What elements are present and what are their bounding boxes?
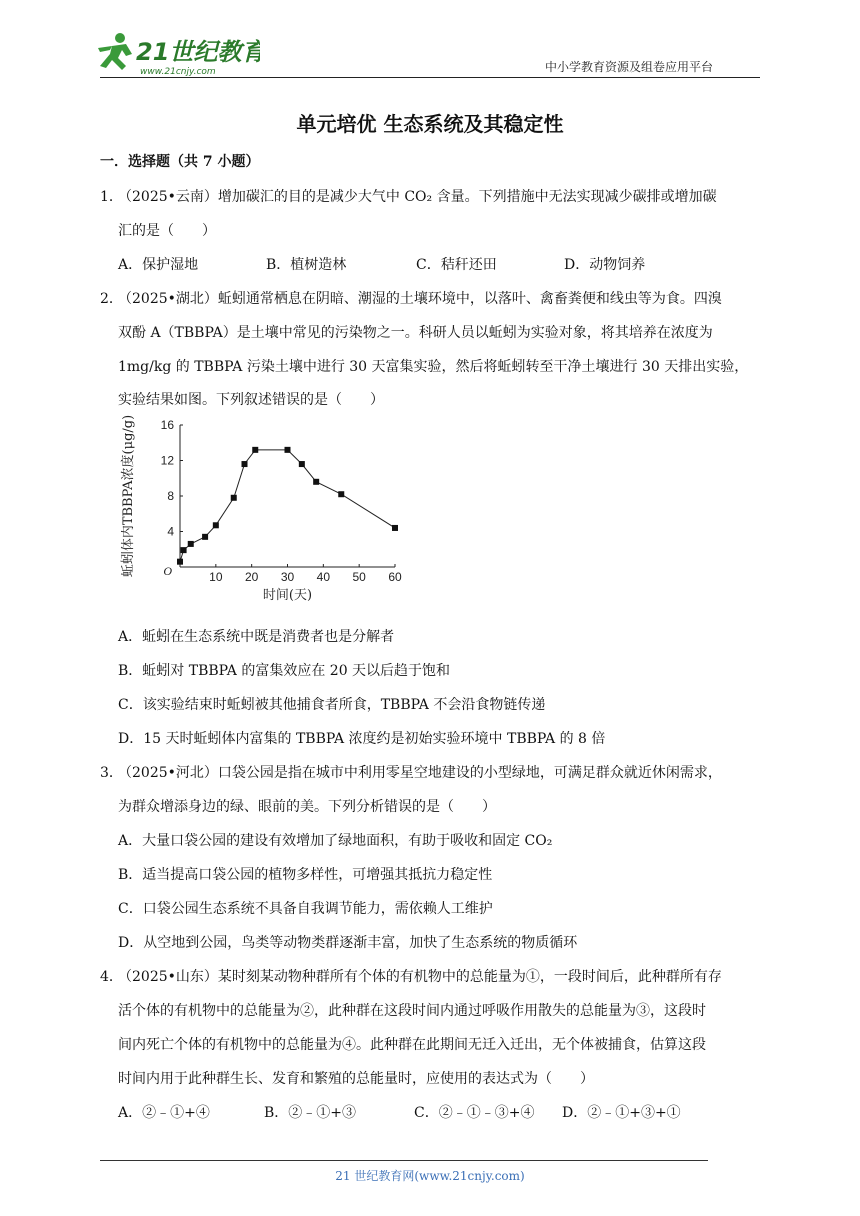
data-line <box>180 450 395 562</box>
data-point <box>313 479 319 485</box>
question-text: 1mg/kg 的 TBBPA 污染土壤中进行 30 天富集实验，然后将蚯蚓转至干净土壤进行 30 天排出实验， <box>118 359 749 375</box>
question-text: （2025•河北）口袋公园是指在城市中利用零星空地建设的小型绿地，可满足群众就近休闲需求， <box>118 765 722 781</box>
option-d[interactable]: D．动物饲养 <box>564 257 646 273</box>
question-text: （2025•云南）增加碳汇的目的是减少大气中 CO₂ 含量。下列措施中无法实现减少碳排或增加碳 <box>118 189 717 205</box>
logo-url: www.21cnjy.com <box>140 67 216 77</box>
question-text: 实验结果如图。下列叙述错误的是（ ） <box>118 392 384 408</box>
origin-label: O <box>163 564 172 578</box>
option-b[interactable]: B．蚯蚓对 TBBPA 的富集效应在 20 天以后趋于饱和 <box>118 663 451 679</box>
data-point <box>202 534 208 540</box>
tbbpa-chart <box>110 415 410 615</box>
data-point <box>338 491 344 497</box>
data-point <box>252 447 258 453</box>
option-d[interactable]: D．从空地到公园，鸟类等动物类群逐渐丰富，加快了生态系统的物质循环 <box>118 935 578 951</box>
option-b[interactable]: B．植树造林 <box>266 257 347 273</box>
question-text: 活个体的有机物中的总能量为②，此种群在这段时间内通过呼吸作用散失的总能量为③，这段时 <box>118 1003 706 1019</box>
option-c[interactable]: C．口袋公园生态系统不具备自我调节能力，需依赖人工维护 <box>118 901 493 917</box>
question-text: 为群众增添身边的绿、眼前的美。下列分析错误的是（ ） <box>118 799 496 815</box>
data-point <box>231 495 237 501</box>
question-text: 汇的是（ ） <box>118 223 216 239</box>
y-tick-label: 4 <box>167 524 174 539</box>
y-tick-label: 16 <box>160 418 174 432</box>
x-tick-label: 40 <box>316 570 331 584</box>
site-logo <box>92 28 260 80</box>
page-title: 单元培优 生态系统及其稳定性 <box>296 112 564 136</box>
option-b[interactable]: B．适当提高口袋公园的植物多样性，可增强其抵抗力稳定性 <box>118 867 493 883</box>
option-c[interactable]: C．该实验结束时蚯蚓被其他捕食者所食，TBBPA 不会沿食物链传递 <box>118 697 546 713</box>
question-text: 双酚 A（TBBPA）是土壤中常见的污染物之一。科研人员以蚯蚓为实验对象，将其培养在浓度为 <box>118 325 713 341</box>
y-axis-label: 蚯蚓体内TBBPA浓度(μg/g) <box>121 415 136 578</box>
question-text: 间内死亡个体的有机物中的总能量为④。此种群在此期间无迁入迁出，无个体被捕食，估算这段 <box>118 1037 706 1053</box>
x-tick-label: 50 <box>352 570 366 584</box>
y-tick-label: 8 <box>167 489 174 503</box>
question-text: 时间内用于此种群生长、发育和繁殖的总能量时，应使用的表达式为（ ） <box>118 1071 594 1087</box>
data-point <box>181 547 187 553</box>
logo-text: 21世纪教育 <box>136 38 260 66</box>
option-a[interactable]: A．保护湿地 <box>118 257 199 273</box>
question-number: 3． <box>100 765 123 781</box>
x-axis-label: 时间(天) <box>262 588 313 603</box>
data-point <box>188 541 194 547</box>
footer-text: 21 世纪教育网(www.21cnjy.com) <box>335 1169 525 1183</box>
x-tick-label: 10 <box>209 570 223 584</box>
question-number: 4． <box>100 969 123 985</box>
footer-divider <box>100 1160 708 1161</box>
option-d[interactable]: D．②﹣①+③+① <box>562 1105 681 1121</box>
data-point <box>285 447 291 453</box>
data-point <box>242 461 248 467</box>
question-number: 2． <box>100 291 123 307</box>
section-heading: 一．选择题（共 7 小题） <box>100 154 260 170</box>
x-tick-label: 20 <box>244 570 259 584</box>
data-point <box>392 525 398 531</box>
question-text: （2025•山东）某时刻某动物种群所有个体的有机物中的总能量为①，一段时间后，此种群所有存 <box>118 969 722 985</box>
option-b[interactable]: B．②﹣①+③ <box>264 1105 357 1121</box>
x-tick-label: 30 <box>280 570 295 584</box>
option-a[interactable]: A．蚯蚓在生态系统中既是消费者也是分解者 <box>118 629 395 645</box>
y-tick-label: 12 <box>160 453 174 468</box>
header-divider <box>100 77 760 78</box>
option-c[interactable]: C．秸秆还田 <box>416 257 497 273</box>
option-d[interactable]: D．15 天时蚯蚓体内富集的 TBBPA 浓度约是初始实验环境中 TBBPA 的 8 倍 <box>118 731 606 747</box>
header-tagline: 中小学教育资源及组卷应用平台 <box>545 60 714 74</box>
option-a[interactable]: A．②﹣①+④ <box>118 1105 210 1121</box>
x-tick-label: 60 <box>388 570 402 584</box>
data-point <box>177 559 183 565</box>
data-point <box>213 522 219 528</box>
question-number: 1． <box>100 189 123 205</box>
data-point <box>299 461 305 467</box>
option-a[interactable]: A．大量口袋公园的建设有效增加了绿地面积，有助于吸收和固定 CO₂ <box>118 833 553 849</box>
option-c[interactable]: C．②﹣①﹣③+④ <box>414 1105 535 1121</box>
question-text: （2025•湖北）蚯蚓通常栖息在阴暗、潮湿的土壤环境中，以落叶、禽畜粪便和线虫等为食。四溴 <box>118 291 722 307</box>
